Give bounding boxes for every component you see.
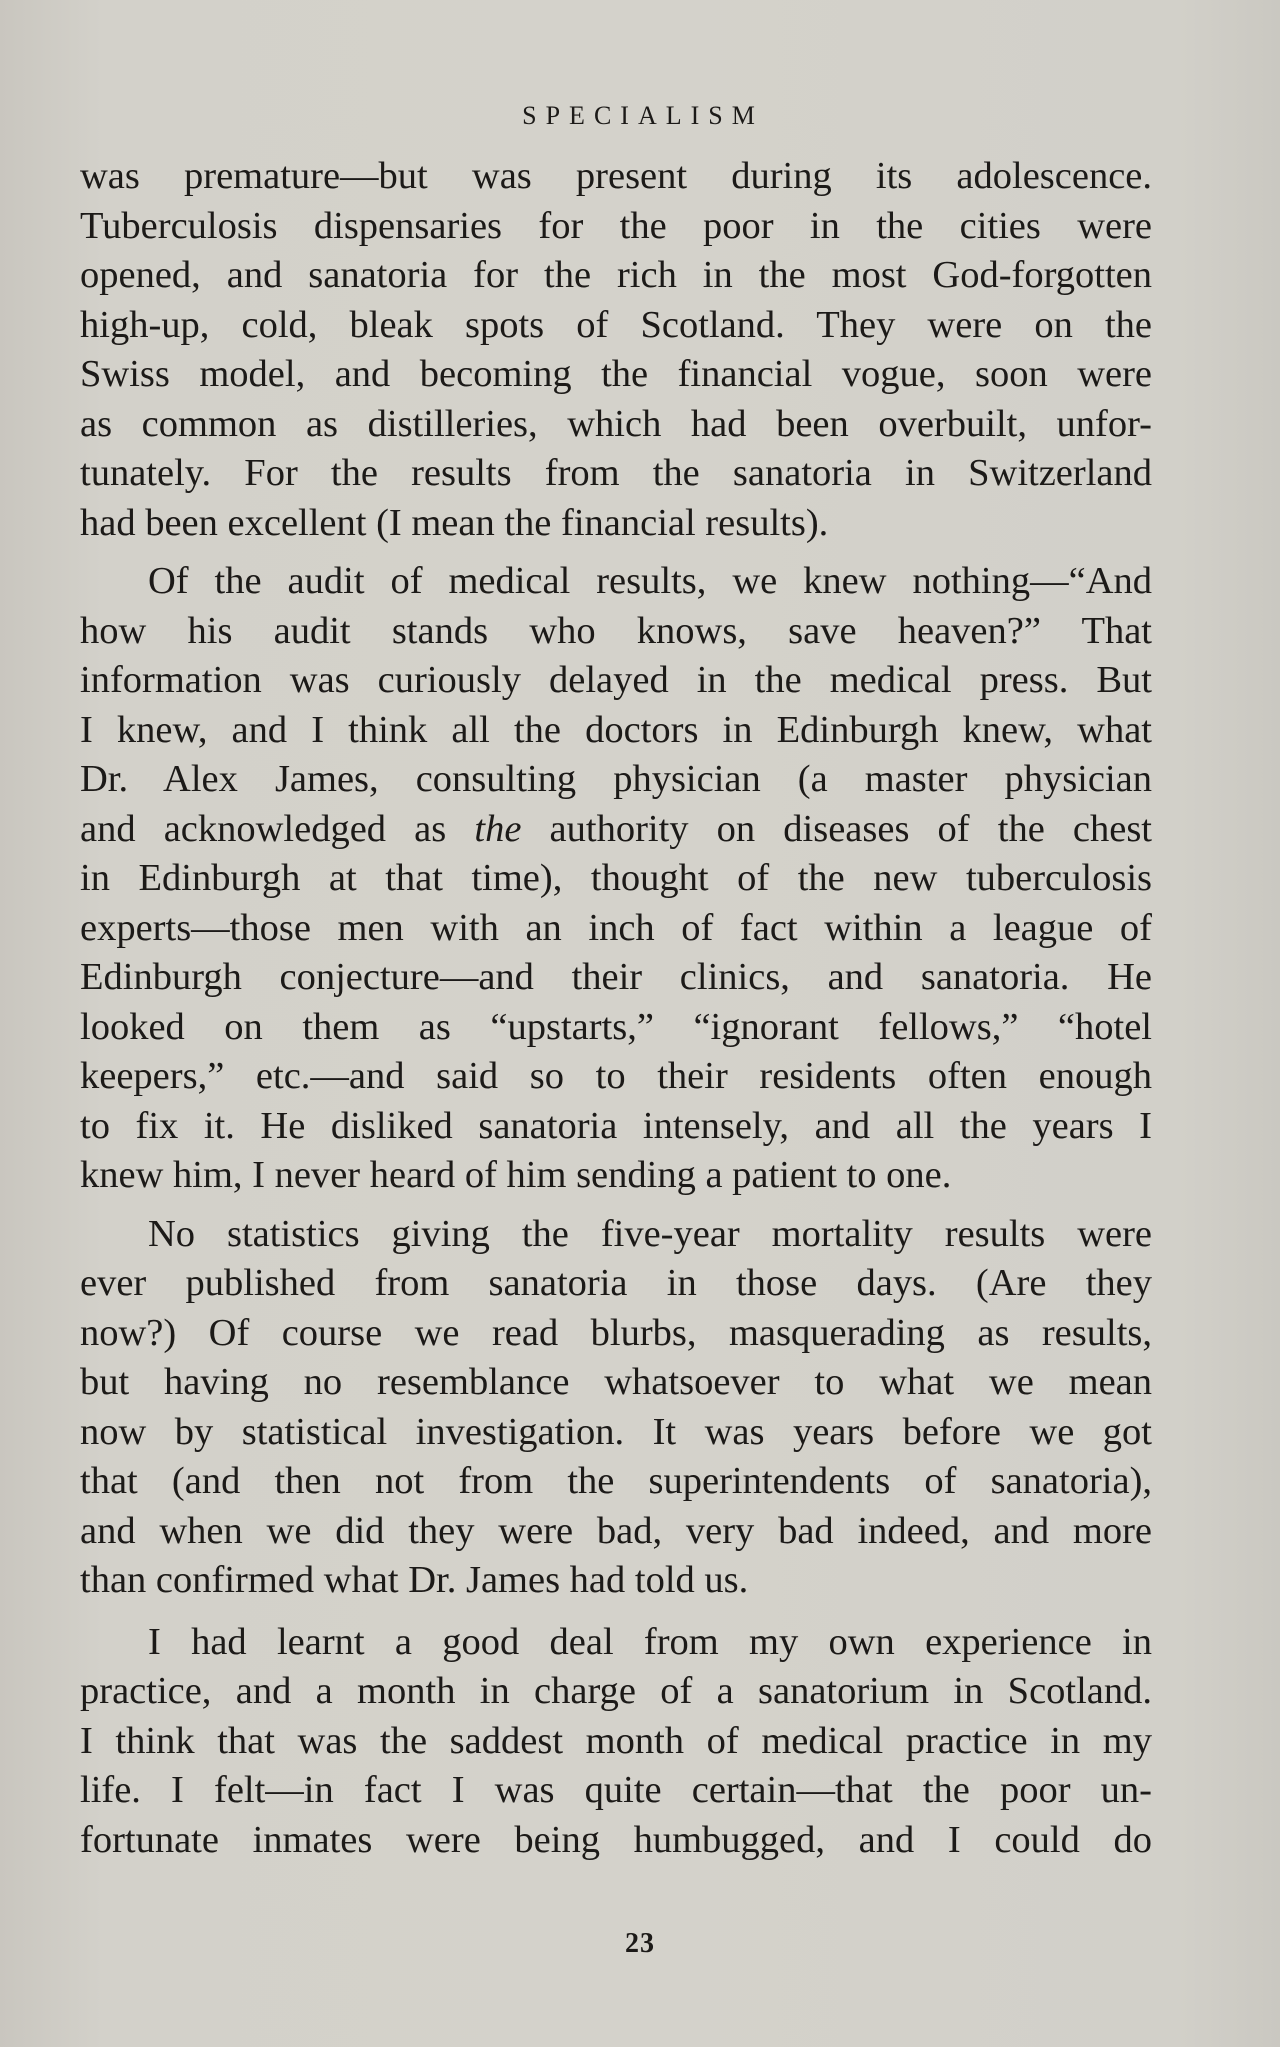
text-line: in Edinburgh at that time), thought of the new tuberculosis (80, 857, 1152, 899)
paragraph-2 (80, 557, 1152, 1201)
text-line: had been excellent (I mean the financial results). (80, 501, 829, 544)
text-line: knew him, I never heard of him sending a patient to one. (80, 1154, 952, 1196)
text-line: than confirmed what Dr. James had told us. (80, 1559, 749, 1601)
text-line: and when we did they were bad, very bad indeed, and more (80, 1509, 1152, 1552)
text-line: I had learnt a good deal from my own experience in (148, 1620, 1153, 1663)
text-line: to fix it. He disliked sanatoria intensely, and all the years I (80, 1104, 1152, 1147)
text-line: Dr. Alex James, consulting physician (a master physician (80, 758, 1152, 800)
text-line: information was curiously delayed in the medical press. But (80, 659, 1152, 701)
text-line: now by statistical investigation. It was years before we got (80, 1410, 1152, 1453)
text-line: I knew, and I think all the doctors in Edinburgh knew, what (80, 708, 1152, 751)
text-line: I think that was the saddest month of medical practice in my (80, 1719, 1152, 1762)
text-line: ever published from sanatoria in those days. (Are they (80, 1262, 1152, 1304)
running-head: SPECIALISM (522, 101, 764, 130)
text-line: high-up, cold, bleak spots of Scotland. They were on the (80, 303, 1152, 346)
paragraph-gap (80, 1201, 1152, 1210)
text-line: looked on them as “upstarts,” “ignorant fellows,” “hotel (80, 1005, 1152, 1048)
text-line: and acknowledged as the authority on diseases of the chest (80, 807, 1153, 850)
text-line: keepers,” etc.—and said so to their residents often enough (80, 1055, 1152, 1097)
page-number: 23 (625, 1928, 655, 1959)
text-line: experts—those men with an inch of fact within a league of (80, 906, 1152, 949)
text-line: that (and then not from the superintendents of sanatoria), (80, 1460, 1153, 1502)
text-line: tunately. For the results from the sanatoria in Switzerland (80, 452, 1153, 494)
text-line: life. I felt—in fact I was quite certain—that the poor un- (80, 1769, 1153, 1811)
text-line: as common as distilleries, which had been overbuilt, unfor- (80, 402, 1152, 445)
text-line: Tuberculosis dispensaries for the poor in the cities were (80, 204, 1152, 247)
paragraph-3 (80, 1210, 1152, 1606)
text-line: practice, and a month in charge of a sanatorium in Scotland. (80, 1670, 1152, 1712)
text-line: opened, and sanatoria for the rich in the most God-forgotten (80, 254, 1152, 296)
text-line: was premature—but was present during its adolescence. (80, 155, 1152, 197)
text-line: Of the audit of medical results, we knew nothing—“And (148, 560, 1153, 602)
text-line: but having no resemblance whatsoever to what we mean (80, 1361, 1152, 1403)
book-page (80, 100, 1152, 1865)
text-line: Edinburgh conjecture—and their clinics, and sanatoria. He (80, 956, 1152, 998)
text-line: how his audit stands who knows, save heaven?” That (80, 609, 1152, 652)
text-line: fortunate inmates were being humbugged, and I could do (80, 1818, 1152, 1861)
emphasis-text: the (474, 807, 522, 850)
paragraph-1 (80, 152, 1152, 548)
paragraph-gap (80, 1606, 1152, 1618)
text-line: Swiss model, and becoming the financial vogue, soon were (80, 353, 1152, 395)
paragraph-gap (80, 548, 1152, 557)
text-line: now?) Of course we read blurbs, masquerading as results, (80, 1311, 1152, 1354)
paragraph-4 (80, 1618, 1152, 1866)
text-line: No statistics giving the five-year mortality results were (148, 1212, 1152, 1255)
